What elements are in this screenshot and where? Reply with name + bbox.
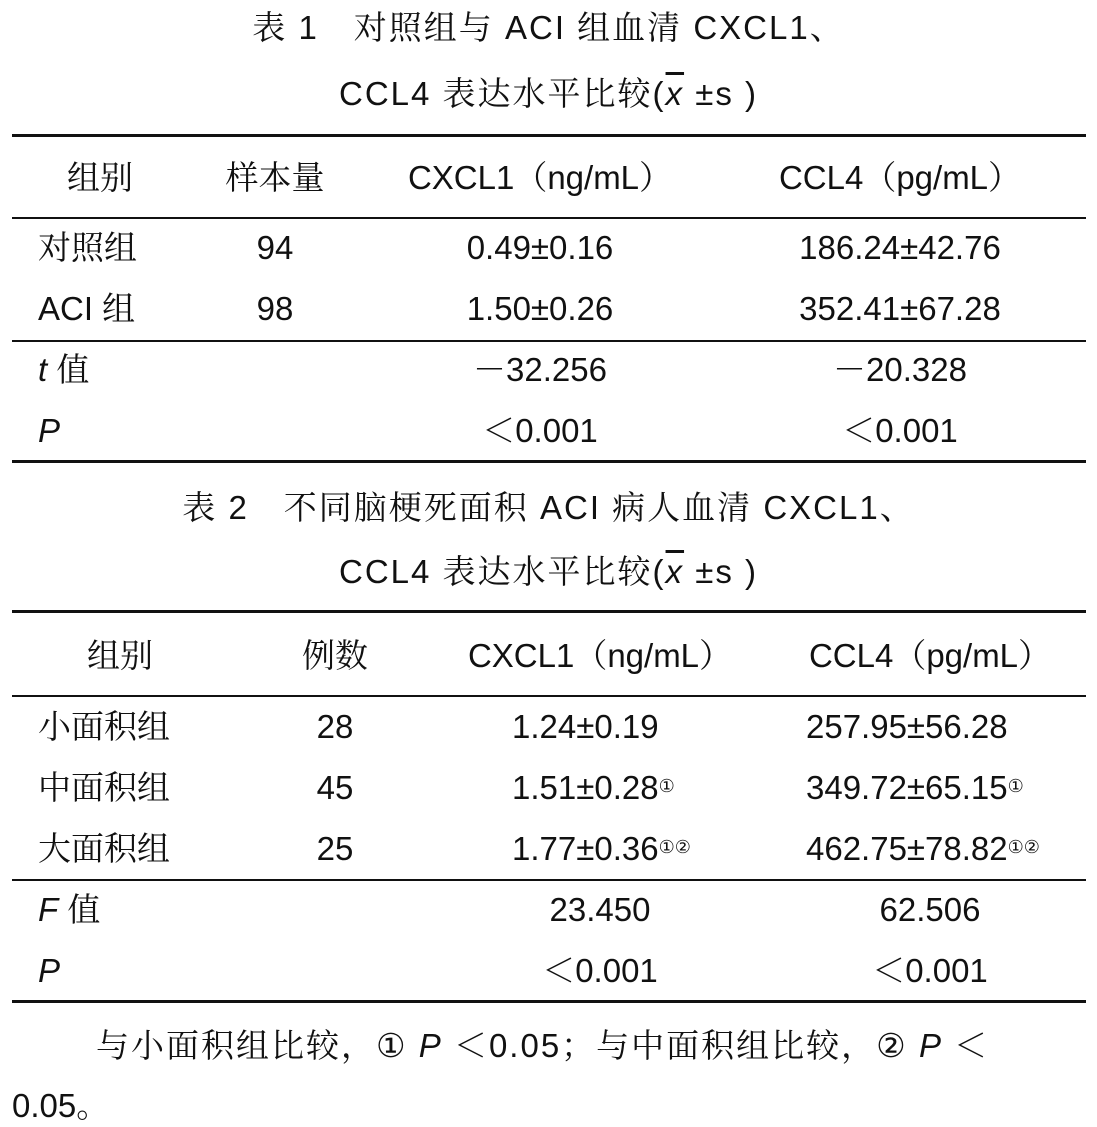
value-text: 1.51±0.28 [512, 769, 659, 806]
table1-header-rule [12, 217, 1086, 219]
table2-row-cxcl1 [512, 768, 772, 808]
table1-row-cxcl1: 1.50±0.26 [466, 290, 614, 327]
table2-header-cxcl1: CXCL1（ng/mL） [467, 637, 733, 674]
table1-header-n: 样本量 [225, 159, 325, 196]
table2-row-ccl4 [806, 829, 1096, 869]
p-symbol: P [918, 1027, 943, 1064]
f-symbol: F [38, 891, 59, 928]
significance-marker: ① [1007, 776, 1024, 796]
t-symbol: t [38, 351, 48, 388]
table2-header-ccl4: CCL4（pg/mL） [808, 637, 1052, 674]
table1-stat-cxcl1: －32.256 [473, 351, 607, 388]
table2-stat-ccl4: ＜0.001 [872, 952, 988, 989]
table1-header-cxcl1: CXCL1（ng/mL） [407, 159, 673, 196]
table2-row-n: 45 [316, 769, 354, 806]
table1-caption-line2 [0, 74, 1097, 114]
table1-row-cxcl1: 0.49±0.16 [466, 229, 614, 266]
mean-symbol: $\overline{x}$ [665, 553, 685, 590]
stat-label-text: 值 [47, 351, 90, 388]
significance-marker: ① [658, 776, 675, 796]
table1-stat-ccl4: ＜0.001 [842, 412, 958, 449]
value-text: 1.77±0.36 [512, 830, 659, 867]
table1-top-rule [12, 134, 1086, 137]
table1-stat-label [38, 350, 198, 390]
table1-row-n: 98 [256, 290, 294, 327]
table2-bottom-rule [12, 1000, 1086, 1003]
table2-caption-line2 [0, 552, 1097, 592]
table1-stat-rule [12, 340, 1086, 342]
table1-stat-cxcl1: ＜0.001 [482, 412, 598, 449]
p-symbol: P [38, 952, 61, 989]
table1-row-group: 对照组 [38, 229, 137, 266]
p-symbol: P [418, 1027, 443, 1064]
mean-symbol: $\overline{x}$ [665, 75, 685, 112]
table2-row-ccl4 [806, 768, 1096, 808]
footnote-text: 与小面积组比较，① [96, 1027, 419, 1064]
table1-header-ccl4: CCL4（pg/mL） [778, 159, 1022, 196]
footnote-text: ＜0.05；与中面积组比较，② [442, 1027, 919, 1064]
table2-header-rule [12, 695, 1086, 697]
table2-stat-label [38, 890, 198, 930]
stat-label-text: 值 [58, 891, 101, 928]
table2-caption-text: CCL4 表达水平比较( [339, 553, 666, 590]
table2-row-n: 28 [316, 708, 354, 745]
table1-row-n: 94 [256, 229, 294, 266]
table2-row-n: 25 [316, 830, 354, 867]
table1-stat-ccl4: －20.328 [833, 351, 967, 388]
table2-top-rule [12, 610, 1086, 613]
value-text: 257.95±56.28 [806, 708, 1008, 745]
table2-row-ccl4 [806, 707, 1096, 747]
significance-marker: ①② [658, 837, 691, 857]
table1-row-ccl4: 352.41±67.28 [799, 290, 1001, 327]
footnote-line2: 0.05。 [12, 1087, 110, 1124]
table2-stat-cxcl1: 23.450 [549, 891, 651, 928]
table2-caption-line1: 表 2 不同脑梗死面积 ACI 病人血清 CXCL1、 [182, 489, 915, 526]
table1-row-group: ACI 组 [38, 290, 136, 327]
table2-header-n: 例数 [302, 637, 368, 674]
table2-row-group: 大面积组 [38, 830, 170, 867]
significance-marker: ①② [1007, 837, 1040, 857]
table2-stat-label [38, 951, 198, 991]
table1-header-group: 组别 [67, 159, 133, 196]
footnote-line1 [96, 1026, 989, 1066]
table2-stat-rule [12, 879, 1086, 881]
table2-stat-cxcl1: ＜0.001 [542, 952, 658, 989]
table1-stat-label [38, 411, 198, 451]
table2-row-cxcl1 [512, 707, 772, 747]
table2-header-group: 组别 [87, 637, 153, 674]
p-symbol: P [38, 412, 61, 449]
footnote-text: ＜ [942, 1027, 990, 1064]
table2-caption-sd: ±s ) [684, 553, 758, 590]
table2-row-group: 小面积组 [38, 708, 170, 745]
table2-row-group: 中面积组 [38, 769, 170, 806]
table1-caption-sd: ±s ) [684, 75, 758, 112]
table1-caption-text: CCL4 表达水平比较( [339, 75, 666, 112]
table2-row-cxcl1 [512, 829, 772, 869]
table2-stat-ccl4: 62.506 [879, 891, 981, 928]
value-text: 349.72±65.15 [806, 769, 1008, 806]
table1-row-ccl4: 186.24±42.76 [799, 229, 1001, 266]
table1-bottom-rule [12, 460, 1086, 463]
value-text: 462.75±78.82 [806, 830, 1008, 867]
table1-caption-line1: 表 1 对照组与 ACI 组血清 CXCL1、 [252, 9, 845, 46]
value-text: 1.24±0.19 [512, 708, 659, 745]
